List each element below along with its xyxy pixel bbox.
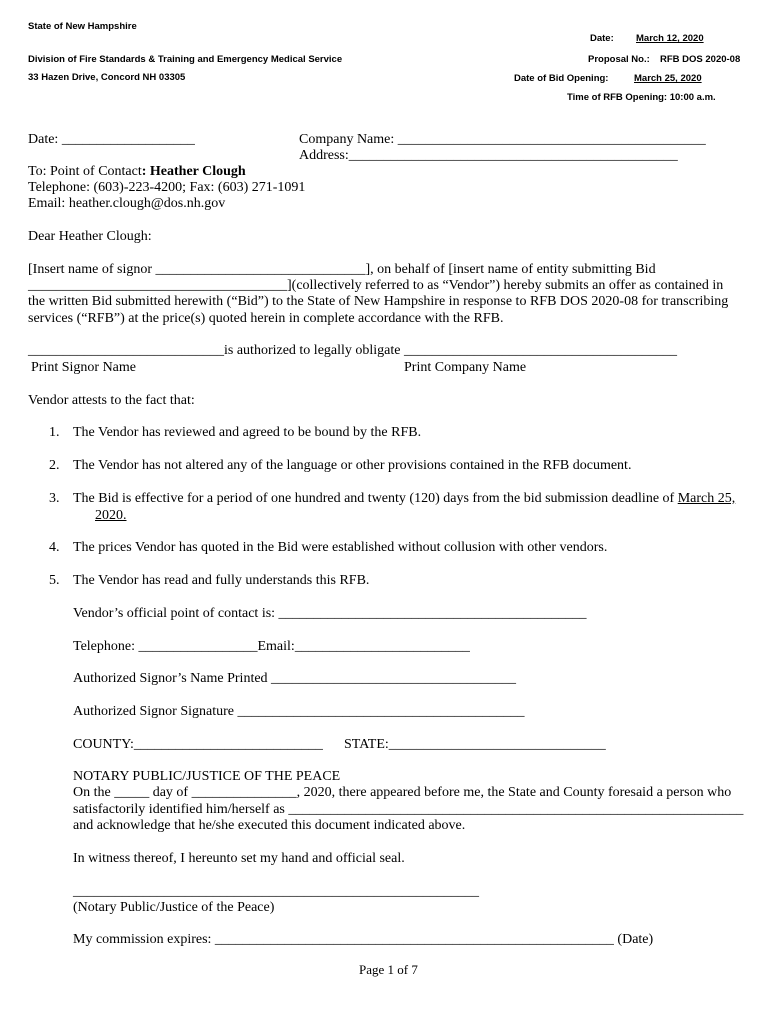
state-field: STATE:_______________________________	[344, 737, 606, 752]
signor-signature-field: Authorized Signor Signature _________________________________________	[73, 704, 525, 719]
para1-line3: the written Bid submitted herewith (“Bid”) to the State of New Hampshire in response to RFB DOS 2020-08 for transcribing	[28, 294, 729, 309]
notary-signature-label: (Notary Public/Justice of the Peace)	[73, 900, 275, 915]
print-signor-label: Print Signor Name	[31, 360, 136, 375]
header-address: 33 Hazen Drive, Concord NH 03305	[28, 72, 186, 83]
list-item-2-text: The Vendor has not altered any of the language or other provisions contained in the RFB document.	[73, 458, 632, 473]
list-item-5-text: The Vendor has read and fully understands this RFB.	[73, 573, 370, 588]
list-item-1-num: 1.	[49, 425, 60, 440]
para1-line2: _____________________________________](collectively referred to as “Vendor”) hereby submits an offer as contained in	[28, 278, 724, 293]
form-date-line: Date: ___________________	[28, 132, 195, 147]
print-company-label: Print Company Name	[404, 360, 527, 375]
page-number: Page 1 of 7	[359, 962, 418, 977]
header-date-value: March 12, 2020	[636, 33, 704, 44]
attests-text: Vendor attests to the fact that:	[28, 393, 195, 408]
para1-line4: services (“RFB”) at the price(s) quoted herein in complete accordance with the RFB.	[28, 311, 504, 326]
authorized-line: ____________________________is authorized to legally obligate _______________________________________	[28, 343, 678, 358]
list-item-3-body: The Bid is effective for a period of one hundred and twenty (120) days from the bid submission deadline of	[73, 491, 678, 506]
form-salutation: Dear Heather Clough:	[28, 229, 152, 244]
header-bid-opening-value: March 25, 2020	[634, 73, 702, 84]
header-state: State of New Hampshire	[28, 21, 137, 32]
list-item-3-date-b: 2020.	[95, 508, 127, 523]
list-item-3-date-a: March 25,	[677, 491, 736, 506]
telephone-email-field: Telephone: _________________Email:_________________________	[73, 639, 470, 654]
para1-line1: [Insert name of signor ______________________________], on behalf of [insert name of entity submitting Bid	[28, 262, 656, 277]
notary-line2: satisfactorily identified him/herself as _________________________________________________________________	[73, 802, 744, 817]
notary-commission: My commission expires: _________________________________________________________ (Date)	[73, 932, 654, 947]
list-item-4-num: 4.	[49, 540, 60, 555]
notary-line3: and acknowledge that he/she executed this document indicated above.	[73, 818, 466, 833]
header-proposal-label: Proposal No.:	[588, 54, 650, 65]
list-item-1-text: The Vendor has reviewed and agreed to be bound by the RFB.	[73, 425, 422, 440]
form-company-name: Company Name: ____________________________________________	[299, 132, 706, 147]
form-to-line	[28, 164, 246, 180]
list-item-2-num: 2.	[49, 458, 60, 473]
header-proposal-value: RFB DOS 2020-08	[660, 54, 741, 65]
header-date-label: Date:	[590, 33, 614, 44]
list-item-3-num: 3.	[49, 491, 60, 506]
notary-signature-line: __________________________________________________________	[73, 884, 479, 899]
list-item-5-num: 5.	[49, 573, 60, 588]
header-rfb-time: Time of RFB Opening: 10:00 a.m.	[567, 92, 716, 103]
header-bid-opening-label: Date of Bid Opening:	[514, 73, 609, 84]
official-contact-field: Vendor’s official point of contact is: ____________________________________________	[73, 606, 587, 621]
notary-witness: In witness thereof, I hereunto set my hand and official seal.	[73, 851, 405, 866]
county-field: COUNTY:___________________________	[73, 737, 323, 752]
notary-line1: On the _____ day of _______________, 2020, there appeared before me, the State and County foresaid a person who	[73, 785, 732, 800]
form-telephone: Telephone: (603)-223-4200; Fax: (603) 271-1091	[28, 180, 306, 195]
form-email: Email: heather.clough@dos.nh.gov	[28, 196, 226, 211]
signor-name-field: Authorized Signor’s Name Printed ___________________________________	[73, 671, 517, 686]
header-division: Division of Fire Standards & Training and Emergency Medical Service	[28, 54, 343, 65]
list-item-4-text: The prices Vendor has quoted in the Bid were established without collusion with other vendors.	[73, 540, 608, 555]
notary-title: NOTARY PUBLIC/JUSTICE OF THE PEACE	[73, 769, 341, 784]
form-address: Address:_______________________________________________	[299, 148, 678, 163]
form-to-prefix: To: Point of Contact	[28, 164, 142, 179]
form-to-name: : Heather Clough	[141, 164, 246, 179]
list-item-3-text	[73, 491, 735, 507]
